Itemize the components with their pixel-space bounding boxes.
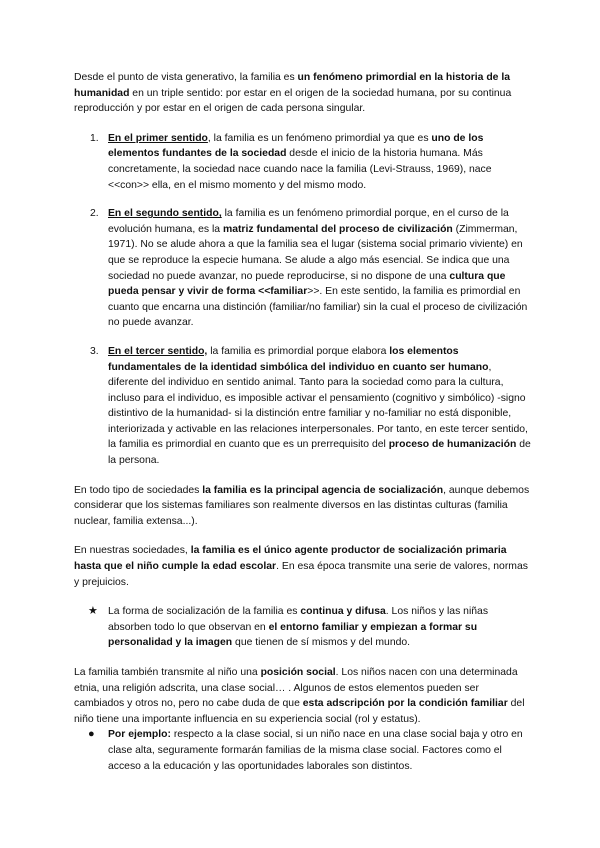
- bold-text: posición social: [260, 667, 336, 678]
- text-run: Desde el punto de vista generativo, la familia es: [74, 72, 298, 83]
- list-item-text: [108, 727, 532, 774]
- bold-text: En el segundo sentido,: [108, 208, 222, 220]
- list-item: [74, 131, 532, 193]
- text-run: la familia es primordial porque elabora: [207, 345, 390, 357]
- text-run: . Los niños y las niñas absorben todo lo que observan en: [108, 606, 489, 633]
- intro-paragraph: [74, 70, 532, 117]
- bold-text: uno de los elementos fundantes de la sociedad: [108, 132, 484, 160]
- text-run: En nuestras sociedades,: [74, 545, 191, 557]
- text-run: , aunque debemos considerar que los sistemas familiares son realmente diversos en las distintas culturas (familia nuclear, familia extensa...).: [74, 484, 530, 527]
- list-item: [74, 206, 532, 331]
- agent-paragraph: [74, 543, 532, 590]
- dot-list: [74, 727, 532, 774]
- agency-paragraph: [74, 483, 532, 530]
- star-bullet-icon: ★: [88, 605, 98, 618]
- text-run: >>. En este sentido, la familia es primordial en cuanto que encarna una distinción (familiar/no familiar) sin la cual el proceso de civilización no puede avanzar.: [108, 286, 528, 329]
- bold-text: esta adscripción por la condición familiar: [302, 698, 508, 710]
- bold-text: Por ejemplo:: [108, 729, 171, 741]
- text-run: , diferente del individuo en sentido animal. Tanto para la sociedad como para la cultura, incluso para el individuo, es imposible activar el pensamiento (cognitivo y simbólico) -signo distintivo de la humanidad- si la distinción entre familiar y no-familiar no está disponible, interiorizada y activable en las relaciones interpersonales. Por tanto, en este tercer sentido, la familia es primordial en cuanto que es un prerrequisito del: [108, 361, 528, 451]
- list-item: [74, 344, 532, 469]
- text-run: , la familia es un fenómeno primordial ya que es: [207, 132, 432, 144]
- list-number: 2.: [90, 208, 99, 220]
- bold-text: En el tercer sentido,: [108, 345, 208, 357]
- senses-list: [74, 131, 532, 469]
- text-run: La familia también transmite al niño una: [74, 667, 261, 678]
- bold-text: la familia es la principal agencia de socialización: [202, 484, 444, 496]
- text-run: del niño tiene una importante influencia en su experiencia social (rol y estatus).: [74, 698, 525, 725]
- list-item-text: [108, 604, 532, 651]
- list-item-text: [108, 344, 532, 469]
- text-run: En todo tipo de sociedades: [74, 484, 203, 496]
- bold-text: matriz fundamental del proceso de civilización: [222, 223, 453, 235]
- list-item: [74, 727, 532, 774]
- text-run: la familia es un fenómeno primordial porque, en el curso de la evolución humana, es la: [108, 208, 509, 235]
- star-list: [74, 604, 532, 651]
- text-run: respecto a la clase social, si un niño nace en una clase social baja y otro en clase alta, seguramente formarán familias de la misma clase social. Factores como el acceso a la educación y las oportunidades laborales son distintos.: [108, 729, 523, 772]
- bold-text: un fenómeno primordial en la historia de la humanidad: [74, 72, 510, 99]
- text-run: desde el inicio de la historia humana. Más concretamente, la sociedad nace cuando nace la familia (Levi-Strauss, 1969), nace <<con>> ella, en el mismo momento y del mismo modo.: [108, 148, 492, 191]
- bold-text: los elementos fundamentales de la identidad simbólica del individuo en cuanto ser humano: [108, 345, 489, 373]
- text-run: La forma de socialización de la familia es: [108, 606, 301, 618]
- list-number: 1.: [90, 132, 99, 144]
- list-item: [74, 604, 532, 651]
- text-run: . En esa época transmite una serie de valores, normas y prejuicios.: [74, 561, 528, 588]
- bold-text: cultura que pueda pensar y vivir de forma <<familiar: [108, 270, 506, 298]
- list-item-text: [108, 131, 532, 193]
- bold-text: En el primer sentido: [108, 132, 208, 144]
- text-run: que tienen de sí mismos y del mundo.: [232, 637, 411, 649]
- bold-text: el entorno familiar y empiezan a formar su personalidad y la imagen: [108, 621, 478, 649]
- text-run: . Los niños nacen con una determinada etnia, una religión adscrita, una clase social… . Algunos de estos elementos pueden ser cambiados y otros no, pero no cabe duda de que: [74, 667, 518, 710]
- bold-text: continua y difusa: [300, 606, 386, 618]
- text-run: (Zimmerman, 1971). No se alude ahora a que la familia sea el lugar (sistema social primario viviente) en que se reproduce la especie humana. Se alude a algo más esencial. Se indica que una sociedad no puede avanzar, no puede reproducirse, si no dispone de una: [108, 223, 523, 282]
- text-run: de la persona.: [108, 439, 531, 467]
- dot-bullet-icon: ●: [88, 728, 95, 741]
- bold-text: proceso de humanización: [388, 439, 517, 451]
- bold-text: la familia es el único agente productor de socialización primaria hasta que el niño cumple la edad escolar: [74, 545, 507, 573]
- text-run: en un triple sentido: por estar en el origen de la sociedad humana, por su continua reproducción y por estar en el origen de cada persona singular.: [74, 87, 512, 115]
- list-item-text: [108, 206, 532, 331]
- position-paragraph: [74, 665, 532, 727]
- list-number: 3.: [90, 345, 99, 357]
